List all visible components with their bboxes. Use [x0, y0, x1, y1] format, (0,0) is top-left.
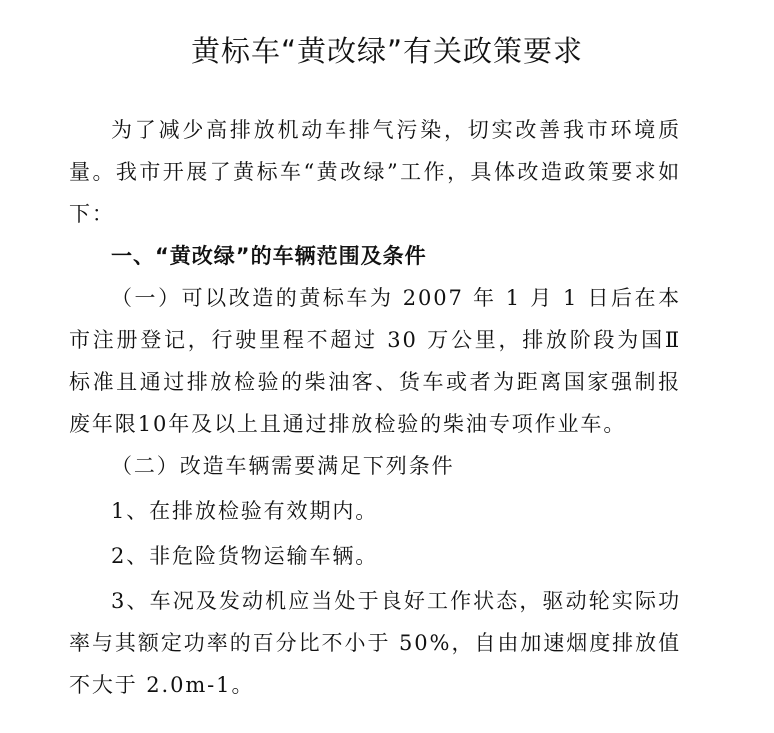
- condition-item: 1、在排放检验有效期内。: [111, 499, 379, 523]
- document-body: [69, 109, 681, 706]
- intro-paragraph: 为了减少高排放机动车排气污染，切实改善我市环境质量。我市开展了黄标车“黄改绿”工作，具体改造政策要求如下：: [69, 118, 681, 226]
- condition-item: 3、车况及发动机应当处于良好工作状态，驱动轮实际功率与其额定功率的百分比不小于 50%，自由加速烟度排放值不大于 2.0m-1。: [69, 589, 681, 697]
- clause-one-paragraph: （一）可以改造的黄标车为 2007 年 1 月 1 日后在本市注册登记，行驶里程不超过 30 万公里，排放阶段为国Ⅱ标准且通过排放检验的柴油客、货车或者为距离国家强制报废年限10年及以上且通过排放检验的柴油专项作业车。: [69, 286, 681, 436]
- clause-two-paragraph: （二）改造车辆需要满足下列条件: [111, 454, 455, 478]
- document-title: 黄标车“黄改绿”有关政策要求: [190, 34, 584, 69]
- condition-item: 2、非危险货物运输车辆。: [111, 544, 379, 568]
- section-heading: 一、“黄改绿”的车辆范围及条件: [111, 244, 427, 268]
